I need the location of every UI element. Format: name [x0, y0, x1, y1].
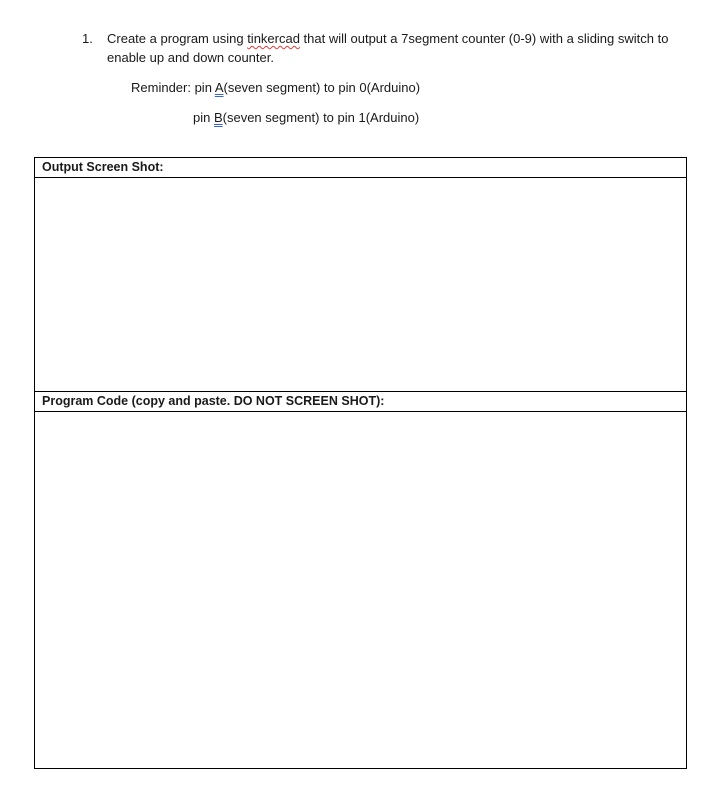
reminder-line-1-suffix: (seven segment) to pin 0(Arduino): [223, 80, 421, 95]
spellcheck-word: tinkercad: [247, 31, 300, 46]
reminder-line-1-prefix: Reminder: pin: [131, 80, 215, 95]
instruction-text-before: Create a program using: [107, 31, 248, 46]
answer-table: [34, 157, 687, 769]
reminder-line-1: [131, 78, 420, 97]
instruction-text: [107, 29, 672, 67]
reminder-pin-b: B: [213, 110, 223, 125]
output-screenshot-area[interactable]: [35, 178, 686, 392]
instruction-text-after: that will output a 7segment counter (0-9) with a sliding switch to enable up and down counter.: [107, 31, 669, 65]
reminder-line-2-suffix: (seven segment) to pin 1(Arduino): [222, 110, 420, 125]
reminder-line-2-prefix: pin: [193, 110, 214, 125]
reminder-pin-a: A: [214, 80, 224, 95]
instruction-number: 1.: [82, 31, 93, 46]
program-code-area[interactable]: [35, 412, 686, 768]
instruction-item: [82, 29, 672, 67]
program-code-header: Program Code (copy and paste. DO NOT SCREEN SHOT):: [35, 392, 686, 412]
output-screenshot-header: Output Screen Shot:: [35, 158, 686, 178]
reminder-line-2: [193, 108, 419, 127]
